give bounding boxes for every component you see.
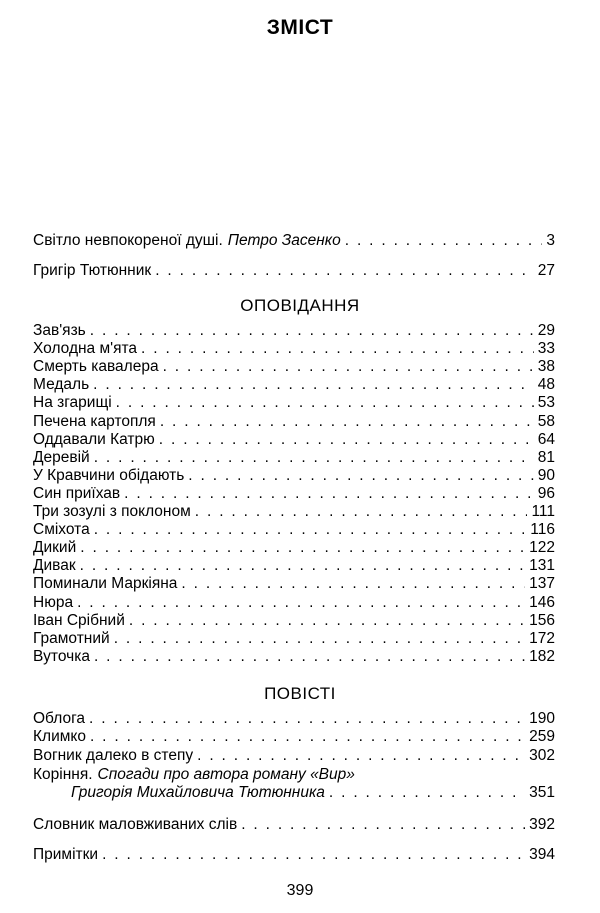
- entry-page: 259: [529, 728, 555, 746]
- entry-title: Словник маловживаних слів: [33, 816, 238, 833]
- entry-page: 137: [529, 575, 555, 593]
- entry-title: Печена картопля: [33, 412, 156, 430]
- toc-entry[interactable]: [33, 431, 555, 449]
- dot-leader: [80, 557, 526, 575]
- toc-entry-glossary[interactable]: [33, 816, 555, 834]
- dot-leader: [90, 322, 534, 340]
- entry-page: 172: [529, 629, 555, 647]
- dot-leader: [160, 413, 534, 431]
- entry-page: 3: [546, 232, 555, 249]
- entry-page: 182: [529, 647, 555, 665]
- toc-entry[interactable]: [33, 594, 555, 612]
- page-title: ЗМІСТ: [266, 16, 334, 39]
- toc-entry[interactable]: [33, 322, 555, 340]
- entry-author: Петро Засенко: [227, 232, 341, 249]
- entry-title: Грамотний: [33, 629, 110, 647]
- dot-leader: [93, 376, 534, 394]
- entry-title: Нюра: [33, 593, 74, 611]
- dot-leader: [94, 521, 527, 539]
- dot-leader: [181, 575, 525, 593]
- toc-entry[interactable]: [33, 340, 555, 358]
- entry-page: 58: [537, 412, 555, 430]
- entry-page: 27: [537, 262, 555, 279]
- dot-leader: [329, 784, 525, 802]
- toc-entry[interactable]: [33, 557, 555, 575]
- toc-entry-intro[interactable]: [33, 232, 555, 250]
- entry-title: Оддавали Катрю: [33, 430, 155, 448]
- entry-page: 33: [537, 340, 555, 358]
- toc-entry-korinnia-cont[interactable]: [71, 784, 555, 802]
- dot-leader: [159, 431, 534, 449]
- entry-subtitle: Григорія Михайловича Тютюнника: [71, 784, 325, 801]
- entry-page: 190: [529, 710, 555, 727]
- entry-title: Климко: [33, 728, 86, 746]
- dot-leader: [116, 394, 534, 412]
- dot-leader: [141, 340, 534, 358]
- entry-page: 122: [529, 539, 555, 557]
- dot-leader: [102, 846, 525, 864]
- toc-entry[interactable]: [33, 630, 555, 648]
- toc-entry[interactable]: [33, 485, 555, 503]
- entry-title: Медаль: [33, 376, 90, 394]
- dot-leader: [89, 710, 525, 728]
- dot-leader: [129, 612, 525, 630]
- dot-leader: [195, 503, 528, 521]
- entry-page: 29: [537, 322, 555, 339]
- toc-entry-notes[interactable]: [33, 846, 555, 864]
- entry-title: Деревій: [33, 448, 90, 466]
- entry-title: Поминали Маркіяна: [33, 575, 178, 593]
- entry-page: 96: [537, 484, 555, 502]
- toc-entry[interactable]: [33, 710, 555, 728]
- dot-leader: [163, 358, 534, 376]
- entry-page: 116: [530, 521, 555, 539]
- section-heading-stories: ОПОВІДАННЯ: [240, 296, 360, 315]
- toc-entry-essay[interactable]: [33, 262, 555, 280]
- entry-title: Коріння.: [33, 766, 93, 783]
- dot-leader: [197, 747, 525, 765]
- toc-entry[interactable]: [33, 521, 555, 539]
- toc-entry[interactable]: [33, 612, 555, 630]
- entry-page: 302: [529, 746, 555, 764]
- toc-entry[interactable]: [33, 376, 555, 394]
- entry-title: Дивак: [33, 557, 76, 575]
- entry-page: 351: [529, 784, 555, 801]
- dot-leader: [94, 648, 525, 666]
- dot-leader: [90, 728, 525, 746]
- page-number: 399: [286, 882, 314, 899]
- toc-entry-korinnia[interactable]: [33, 766, 555, 784]
- entry-title: Григір Тютюнник: [33, 262, 152, 279]
- toc-entry[interactable]: [33, 449, 555, 467]
- entry-title: Примітки: [33, 846, 99, 863]
- entry-title: Три зозулі з поклоном: [33, 503, 191, 520]
- dot-leader: [124, 485, 534, 503]
- entry-page: 53: [537, 394, 555, 412]
- entry-page: 81: [537, 448, 555, 466]
- entry-page: 90: [537, 466, 555, 484]
- entry-title: Син приїхав: [33, 484, 121, 502]
- dot-leader: [77, 594, 525, 612]
- toc-entry[interactable]: [33, 467, 555, 485]
- entry-page: 156: [529, 611, 555, 629]
- entry-page: 131: [529, 557, 555, 575]
- dot-leader: [188, 467, 533, 485]
- entry-page: 394: [529, 846, 555, 863]
- entry-title: У Кравчини обідають: [33, 466, 185, 484]
- entry-page: 111: [531, 503, 555, 520]
- dot-leader: [155, 262, 534, 280]
- dot-leader: [114, 630, 525, 648]
- entry-title: Дикий: [33, 539, 77, 557]
- entry-page: 38: [537, 358, 555, 376]
- entry-title: Світло невпокореної душі.: [33, 232, 223, 249]
- entry-page: 392: [529, 816, 555, 833]
- entry-title: Облога: [33, 710, 86, 727]
- entry-title: Холодна м'ята: [33, 340, 138, 358]
- entry-title: Зав'язь: [33, 322, 86, 339]
- dot-leader: [94, 449, 534, 467]
- entry-title: Вогник далеко в степу: [33, 746, 194, 764]
- toc-entry[interactable]: [33, 747, 555, 765]
- toc-entry[interactable]: [33, 539, 555, 557]
- dot-leader: [80, 539, 525, 557]
- dot-leader: [345, 232, 543, 250]
- entry-page: 146: [529, 593, 555, 611]
- toc-entry[interactable]: [33, 575, 555, 593]
- toc-entry[interactable]: [33, 413, 555, 431]
- entry-title: Вуточка: [33, 647, 90, 665]
- toc-entry[interactable]: [33, 648, 555, 666]
- entry-title: Смерть кавалера: [33, 358, 159, 376]
- section-heading-novellas: ПОВІСТІ: [264, 684, 336, 703]
- entry-title: Сміхота: [33, 521, 90, 539]
- toc-entry[interactable]: [33, 728, 555, 746]
- toc-entry[interactable]: [33, 358, 555, 376]
- toc-entry[interactable]: [33, 394, 555, 412]
- entry-title: Іван Срібний: [33, 611, 125, 629]
- entry-page: 48: [537, 376, 555, 394]
- toc-entry[interactable]: [33, 503, 555, 521]
- entry-page: 64: [537, 430, 555, 448]
- entry-subtitle: Спогади про автора роману «Вир»: [97, 766, 355, 783]
- entry-title: На згарищі: [33, 394, 112, 412]
- dot-leader: [241, 816, 525, 834]
